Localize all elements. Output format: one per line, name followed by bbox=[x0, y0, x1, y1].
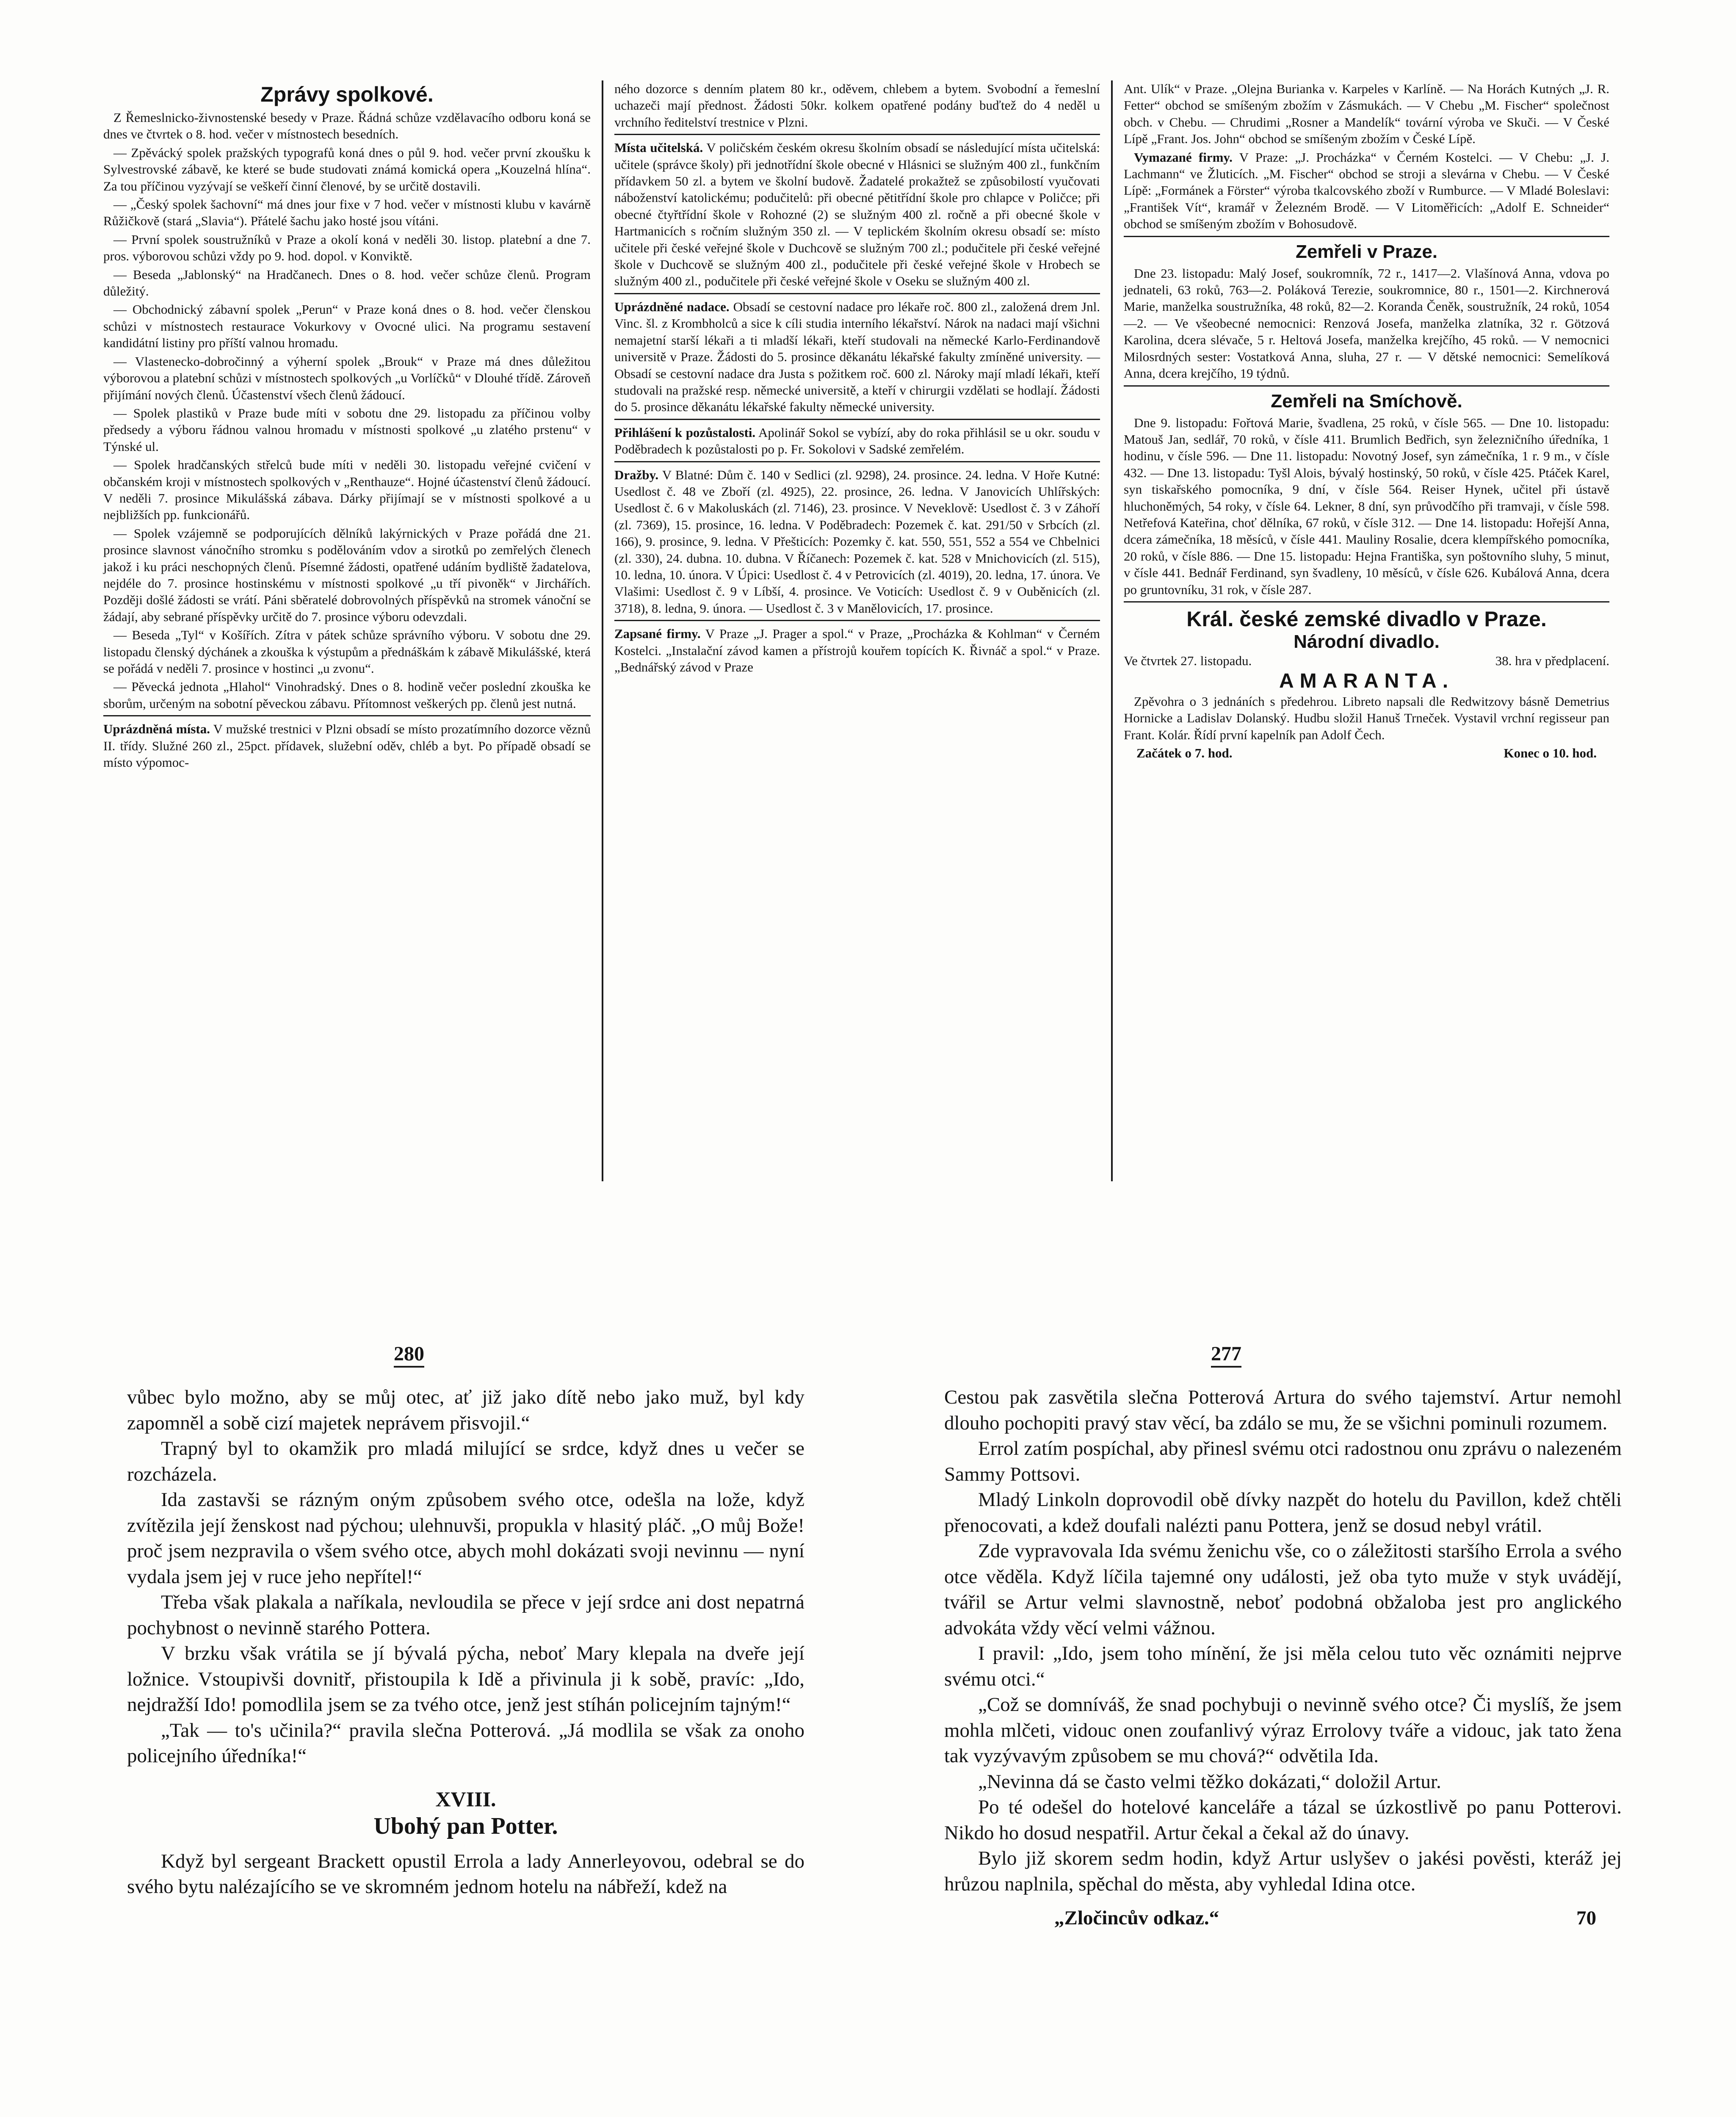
column-2 bbox=[602, 80, 1111, 1181]
firms-heading: Zapsané firmy. bbox=[614, 626, 701, 641]
theatre-description: Zpěvohra o 3 jednáních s předehrou. Libreto napsali dle Redwitzovy básně Demetrius Hornicke a Ladislav Dolanský. Hudbu složil Hanuš Trneček. Vystavil vrchní regisseur pan Frant. Kolár. Řídí první kapelník pan Adolf Čech. bbox=[1124, 694, 1609, 742]
book-paragraph: I pravil: „Ido, jsem toho mínění, že jsi měla celou tuto věc oznámiti nejprve svému otci.“ bbox=[944, 1642, 1622, 1690]
theatre-end: Konec o 10. hod. bbox=[1504, 746, 1597, 761]
deleted-firms-paragraph bbox=[1124, 149, 1609, 232]
divider bbox=[614, 419, 1100, 420]
book-paragraph: Ida zastavši se rázným oným způsobem svého otce, odešla na lože, když zvítězila její ženskost nad pýchou; ulehnuvši, propukla v hlasitý pláč. „O můj Bože! proč jsem nezpravila o všem svého otce, abych mohl dokázati svoji nevinnu — nyní vydala jsem jej v ruce jeho nepřítel!“ bbox=[127, 1489, 804, 1588]
right-book-page bbox=[944, 1342, 1622, 1931]
firms-paragraph bbox=[614, 625, 1100, 675]
divider bbox=[614, 620, 1100, 621]
deaths-smichov-text: Dne 9. listopadu: Fořtová Marie, švadlena, 25 roků, v čísle 565. — Dne 10. listopadu: Matouš Jan, sedlář, 70 roků, v čísle 411. Brumlich Bedřich, syn železničního úředníka, 1 hodinu, v čísle 596. — Dne 11. listopadu: Novotný Josef, syn zámečníka, 1 r. 9 m., v čísle 432. — Dne 13. listopadu: Tyšl Alois, bývalý hostinský, 50 roků, v čísle 425. Ptáček Karel, syn tiskařského pomocníka, 9 dní, v čísle 564. Reiser Hynek, učitel při ústavě hluchoněmých, 54 roky, v čísle 64. Lekner, 8 dní, syn průvodčího při tramvaji, v čísle 598. Netřefová Kateřina, choť dělníka, 67 roků, v čísle 312. — Dne 14. listopadu: Hořejší Anna, dcera zámečníka, 18 měsíců, v čísle 441. Mauliny Rosalie, dcera klempířského pomocníka, 20 roků, v čísle 886. — Dne 15. listopadu: Hejna Františka, syn poštovního sluhy, 5 minut, v čísle 441. Bednář Ferdinand, syn švadleny, 10 měsíců, v čísle 626. Kubálová Anna, dcera po gruntovníku, 31 rok, v čísle 287. bbox=[1124, 415, 1609, 597]
section-heading-deaths-smichov: Zemřeli na Smíchově. bbox=[1271, 390, 1462, 412]
footer-title: „Zločincův odkaz.“ bbox=[1054, 1907, 1219, 1929]
column-3 bbox=[1111, 80, 1620, 1181]
news-paragraph: — Vlastenecko-dobročinný a výherní spolek „Brouk“ v Praze má dnes důležitou výborovou a platební schůzi v místnostech spolkových „u Vorlíčků“ v Dlouhé třídě. Zároveň přijímání nových členů. Účastenství všech členů žádoucí. bbox=[103, 354, 591, 402]
chapter-title: Ubohý pan Potter. bbox=[373, 1813, 558, 1839]
theatre-start: Začátek o 7. hod. bbox=[1136, 746, 1233, 761]
news-paragraph: — První spolek soustružníků v Praze a okolí koná v neděli 30. listop. platební a dne 7. pros. výborovou schůzi vždy po 9. hod. dopol. v Konviktě. bbox=[103, 232, 591, 264]
deaths-prague-text: Dne 23. listopadu: Malý Josef, soukromník, 72 r., 1417—2. Vlašínová Anna, vdova po jednateli, 63 roků, 763—2. Poláková Terezie, soukromnice, 80 r., 1501—2. Kirchnerová Marie, manželka soustružníka, 48 roků, 82—2. Koranda Čeněk, soustružník, 24 roků, 1054—2. — Ve všeobecné nemocnici: Renzová Josefa, manželka zlatníka, 32 r. Götzová Karolina, dcera slévače, 5 r. Heltová Josefa, manželka krejčího, 45 roků. — V nemocnici Milosrdných sester: Vostatková Anna, sluha, 27 r. — V dětské nemocnici: Semelíková Anna, dcera krejčího, 19 týdnů. bbox=[1124, 265, 1609, 381]
news-paragraph: — Spolek hradčanských střelců bude míti v neděli 30. listopadu veřejné cvičení v občanském kroji v místnostech spolkových v „Renthauze“. Hojné účastenství členů žádoucí. V neděli 7. prosince Mikulášská zábava. Dárky přijímají se v místnosti spolkové a u nejbližších pp. funkcionářů. bbox=[103, 457, 591, 522]
estate-call-paragraph bbox=[614, 424, 1100, 458]
continued-paragraph: ného dozorce s denním platem 80 kr., oděvem, chlebem a bytem. Svobodní a řemeslní uchazeči mají přednost. Žádosti 50kr. kolkem opatřené podány buďtež do 4 neděl u vrchního ředitelství trestnice v Plzni. bbox=[614, 81, 1100, 130]
book-paragraph: Mladý Linkoln doprovodil obě dívky nazpět do hotelu du Pavillon, kdež chtěli přenocovati, a kdež doufali nalézti panu Pottera, jenž se dosud nebyl vrátil. bbox=[944, 1489, 1622, 1537]
foundations-text: Obsadí se cestovní nadace pro lékaře roč. 800 zl., založená drem Jnl. Vinc. šl. z Krombholců a sice k cíli studia interního lékařství. Nárok na nadaci mají všichni nemajetní starší lékaři a ti mladší lékaři, kteří studovali na německé Karlo-Ferdinandově universitě v Praze. Žádosti do 5. prosince děkanátu lékařské fakulty zmíněné university. — Obsadí se cestovní nadace dra Justa s požitkem roč. 600 zl. Nároky mají mladí lékaři, kteří studovali na pražské resp. německé universitě, a kteří v chirurgii vzdělati se hodlají. Žádosti do 5. prosince děkanátu lékařské fakulty německé university. bbox=[614, 299, 1100, 415]
book-paragraph: Když byl sergeant Brackett opustil Errola a lady Annerleyovou, odebral se do svého bytu nalézajícího se ve skromném jednom hotelu na nábřeží, kdež na bbox=[127, 1850, 804, 1898]
firms-text: V Praze „J. Prager a spol.“ v Praze, „Procházka & Kohlman“ v Černém Kostelci. „Instalační závod kamen a přístrojů kouřem topících K. Řivnáč a spol.“ v Praze. „Bednářský závod v Praze bbox=[614, 626, 1100, 674]
vacancies-paragraph bbox=[103, 721, 591, 771]
section-heading-deaths-prague: Zemřeli v Praze. bbox=[1295, 241, 1438, 262]
news-paragraph: — „Český spolek šachovní“ má dnes jour fixe v 7 hod. večer v místnosti klubu v kavárně Růžičkově (stará „Slavia“). Přátelé šachu jako hosté jsou vítáni. bbox=[103, 197, 591, 229]
left-page-number: 280 bbox=[394, 1342, 424, 1368]
theatre-title: Král. české zemské divadlo v Praze. bbox=[1186, 607, 1547, 631]
book-paragraph: „Což se domníváš, že snad pochybuji o nevinně svého otce? Či myslíš, že jsem mohla mlčeti, vidouc onen zoufanlivý výraz Errolovy tváře a vidouc, jak tato žena tak vyzývavým způsobem se mu chová?“ odvětila Ida. bbox=[944, 1694, 1622, 1767]
vacancies-heading: Uprázdněná místa. bbox=[103, 721, 210, 737]
teachers-paragraph bbox=[614, 139, 1100, 290]
estate-call-text: Apolinář Sokol se vybízí, aby do roka přihlásil se u okr. soudu v Poděbradech k pozůstalosti po p. Fr. Sokolovi v Sadské zemřelém. bbox=[614, 425, 1100, 457]
book-paragraph: Bylo již skorem sedm hodin, když Artur uslyšev o jakési pověsti, kteráž jej hrůzou naplnila, spěchal do města, aby vyhledal Idina otce. bbox=[944, 1847, 1622, 1895]
left-page-body bbox=[127, 1385, 804, 1900]
theatre-subtitle: Národní divadlo. bbox=[1294, 631, 1440, 652]
news-paragraph: — Spolek plastiků v Praze bude míti v sobotu dne 29. listopadu za příčinou volby předsedy a výboru řádnou valnou hromadu v místnosti spolkové „u zlatého prstenu“ v Týnské ul. bbox=[103, 405, 591, 454]
book-paragraph: Po té odešel do hotelové kanceláře a tázal se úzkostlivě po panu Potterovi. Nikdo ho dosud nespatřil. Artur čekal a čekal až do únavy. bbox=[944, 1796, 1622, 1844]
vacancies-text: V mužské trestnici v Plzni obsadí se místo prozatímního dozorce věznů II. třídy. Služné 260 zl., 25pct. přídavek, služební oděv, chléb a byt. Po případě obsadí se místo výpomoc- bbox=[103, 721, 591, 770]
divider bbox=[614, 461, 1100, 462]
deleted-firms-text: V Praze: „J. Procházka“ v Černém Kostelci. — V Chebu: „J. J. Lachmann“ ve Žluticích. „M. Fischer“ obchod se stroji a slevárna v Chebu. — V České Lípě: „Formánek a Förster“ výroba tkalcovského zboží v Rumburce. — V Mladé Boleslavi: „František Vít“, kramář v Železném Brodě. — V Litoměřicích: „Adolf E. Schneider“ obchod se smíšeným zbožím v Bohosudově. bbox=[1124, 149, 1609, 232]
news-paragraph: — Zpěvácký spolek pražských typografů koná dnes o půl 9. hod. večer první zkoušku k Sylvestrovské zábavě, ke které se bude studovati známá komická opera „Kouzelná hlína“. Za tou příčinou vyzývají se veškeří činní členové, by se určitě dostavili. bbox=[103, 145, 591, 193]
teachers-heading: Místa učitelská. bbox=[614, 140, 703, 155]
theatre-date: Ve čtvrtek 27. listopadu. bbox=[1124, 653, 1252, 668]
news-paragraph: — Pěvecká jednota „Hlahol“ Vinohradský. Dnes o 8. hodině večer poslední zkouška ke sborům, určeným na sobotní pěveckou zábavu. Přítomnost veškerých pp. členů jest nutná. bbox=[103, 679, 591, 711]
book-paragraph: Třeba však plakala a naříkala, nevloudila se přece v její srdce ani dost nepatrná pochybnost o nevinně starého Pottera. bbox=[127, 1591, 804, 1639]
footer-sheet-number: 70 bbox=[1576, 1907, 1596, 1929]
theatre-subscription: 38. hra v předplacení. bbox=[1495, 653, 1609, 668]
auctions-paragraph bbox=[614, 467, 1100, 617]
book-paragraph: „Tak — to's učinila?“ pravila slečna Potterová. „Já modlila se však za onoho policejního úředníka!“ bbox=[127, 1719, 804, 1767]
estate-call-heading: Přihlášení k pozůstalosti. bbox=[614, 425, 756, 440]
page-footer bbox=[944, 1905, 1622, 1931]
divider bbox=[1124, 236, 1609, 237]
newspaper-section bbox=[92, 80, 1634, 1181]
divider bbox=[614, 293, 1100, 294]
book-paragraph: Errol zatím pospíchal, aby přinesl svému otci radostnou onu zprávu o nalezeném Sammy Pottsovi. bbox=[944, 1437, 1622, 1485]
column-1 bbox=[92, 80, 602, 1181]
book-paragraph: „Nevinna dá se často velmi těžko dokázati,“ doložil Artur. bbox=[978, 1770, 1441, 1793]
book-paragraph: vůbec bylo možno, aby se můj otec, ať již jako dítě nebo jako muž, byl kdy zapomněl a sobě cizí majetek neprávem přisvojil.“ bbox=[127, 1386, 804, 1434]
divider bbox=[614, 134, 1100, 135]
news-paragraph: Z Řemeslnicko-živnostenské besedy v Praze. Řádná schůze vzdělavacího odboru koná se dnes ve čtvrtek o 8. hod. večer v místnostech besedních. bbox=[103, 110, 591, 142]
teachers-text: V poličském českém okresu školním obsadí se následující místa učitelská: učitele (správce školy) při jednotřídní škole obecné v Hlásnici se služným 400 zl., funkčním přídavkem 50 zl. a bytem ve školní budově. Žadatelé prokažtež se způsobilostí vyučovati náboženství katolickému; podučitelů: při obecné pětitřídní škole pro chlapce v Poličce; při obecné čtyřtřídní škole v Rohozné (2) se služným 400 zl. ročně a při obecné škole v Hartmanicích s ročním služným 350 zl. — V teplickém školním okresu obsadí se: místo učitele při české veřejné škole v Duchcově se služným 700 zl.; podučitele při české veřejné škole v Duchcově se služným 400 zl., podučitele při české veřejné škole v Hrobech se služným 400 zl., podučitele při české veřejné škole v Oseku se služným 400 zl. bbox=[614, 140, 1100, 289]
news-paragraph: — Obchodnický zábavní spolek „Perun“ v Praze koná dnes o 8. hod. večer členskou schůzi v místnostech restaurace Vokurkovy v Ovocné ulici. Na programu sestavení kandidátní listiny pro příští valnou hromadu. bbox=[103, 302, 591, 351]
right-page-number: 277 bbox=[1211, 1342, 1241, 1368]
left-book-page bbox=[127, 1342, 804, 1900]
chapter-number: XVIII. bbox=[435, 1787, 496, 1811]
deleted-firms-heading: Vymazané firmy. bbox=[1134, 149, 1233, 165]
news-paragraph: — Beseda „Tyl“ v Košířích. Zítra v pátek schůze správního výboru. V sobotu dne 29. listopadu členský dýchánek a zkouška k výstupům a přednáškám k zábavě Mikulášské, která se pořádá v neděli 7. prosince v hostinci „u zvonu“. bbox=[103, 627, 591, 676]
divider bbox=[1124, 601, 1609, 602]
theatre-times bbox=[1124, 745, 1609, 762]
theatre-date-line bbox=[1124, 652, 1609, 669]
foundations-paragraph bbox=[614, 298, 1100, 415]
theatre-play-title: AMARANTA. bbox=[1279, 669, 1454, 692]
news-paragraph: — Beseda „Jablonský“ na Hradčanech. Dnes o 8. hod. večer schůze členů. Program důležitý. bbox=[103, 267, 591, 299]
auctions-heading: Dražby. bbox=[614, 467, 659, 482]
book-paragraph: V brzku však vrátila se jí bývalá pýcha, neboť Mary klepala na dveře její ložnice. Vstoupivši dovnitř, přistoupila k Idě a přivinula ji k sobě, pravíc: „Ido, nejdražší Ido! pomodlila jsem se za tvého otce, jenž jest stíhán policejním tajným!“ bbox=[127, 1642, 804, 1716]
section-heading-club-news: Zprávy spolkové. bbox=[260, 83, 434, 106]
book-paragraph: Zde vypravovala Ida svému ženichu vše, co o záležitosti staršího Errola a svého otce věděla. Když líčila tajemné ony události, jež oba tyto muže v styk uvádějí, tvářil se Artur velmi slavnostně, neboť podobná obžaloba jest pro anglického advokáta vždy věcí velmi vážnou. bbox=[944, 1540, 1622, 1639]
divider bbox=[1124, 385, 1609, 387]
book-paragraph: Trapný byl to okamžik pro mladá milující se srdce, když dnes u večer se rozcházela. bbox=[127, 1437, 804, 1485]
divider bbox=[103, 715, 591, 716]
continued-paragraph: Ant. Ulík“ v Praze. „Olejna Burianka v. Karpeles v Karlíně. — Na Horách Kutných „J. R. Fetter“ obchod se smíšeným zbožím v Zásmukách. — V Chebu „M. Fischer“ společnost obch. v Chebu. — Chrudimi „Rosner a Mandelík“ tovární výroba ve Skuči. — V České Lípě „Frant. Jos. John“ obchod se smíšeným zbožím v České Lípě. bbox=[1124, 81, 1609, 146]
right-page-body bbox=[944, 1385, 1622, 1931]
auctions-text: V Blatné: Dům č. 140 v Sedlici (zl. 9298), 24. prosince. 24. ledna. V Hoře Kutné: Usedlost č. 48 ve Zboří (zl. 4925), 22. prosince, 26. ledna. V Janovicích Uhlířských: Usedlost č. 6 v Makoluskách (zl. 7146), 23. prosince. V Neveklově: Usedlost č. 3 v Záhoří (zl. 7369), 15. prosince, 16. ledna. V Poděbradech: Pozemek č. kat. 291/50 v Srbcích (zl. 166), 9. prosince, 9. ledna. V Přešticích: Pozemky č. kat. 550, 551, 552 a 554 ve Chbelnici (zl. 330), 24. dubna. 10. dubna. V Říčanech: Pozemek č. kat. 528 v Mnichovicích (zl. 515), 10. ledna, 10. února. V Úpici: Usedlost č. 4 v Petrovicích (zl. 4019), 20. ledna, 17. února. Ve Vlašimi: Usedlost č. 9 v Líbší, 4. prosince. Ve Voticích: Usedlost č. 9 v Ouběnicích (zl. 3718), 8. ledna, 9. února. — Usedlost č. 3 v Manělovicích, 17. prosince. bbox=[614, 467, 1100, 616]
news-paragraph: — Spolek vzájemně se podporujících dělníků lakýrnických v Praze pořádá dne 21. prosince slavnost vánočního stromku s podělováním vdov a sirotků po zemřelých členech jakož i ku práci neschopných členů. Písemné žádosti, opatřené udáním bydliště žadatelova, nejdéle do 7. prosince hostinskému v místnosti spolkové „u tří pivoněk“ v Jirchářích. Později došlé žádosti se vrátí. Páni sběratelé dobrovolných příspěvků na stromek vánoční se žádají, aby sebrané příspěvky určitě do 7. prosince výboru odevzdali. bbox=[103, 525, 591, 624]
book-paragraph: Cestou pak zasvětila slečna Potterová Artura do svého tajemství. Artur nemohl dlouho pochopiti pravý stav věcí, ba zdálo se mu, že se všichni pominuli rozumem. bbox=[944, 1386, 1622, 1434]
foundations-heading: Uprázdněné nadace. bbox=[614, 299, 730, 314]
